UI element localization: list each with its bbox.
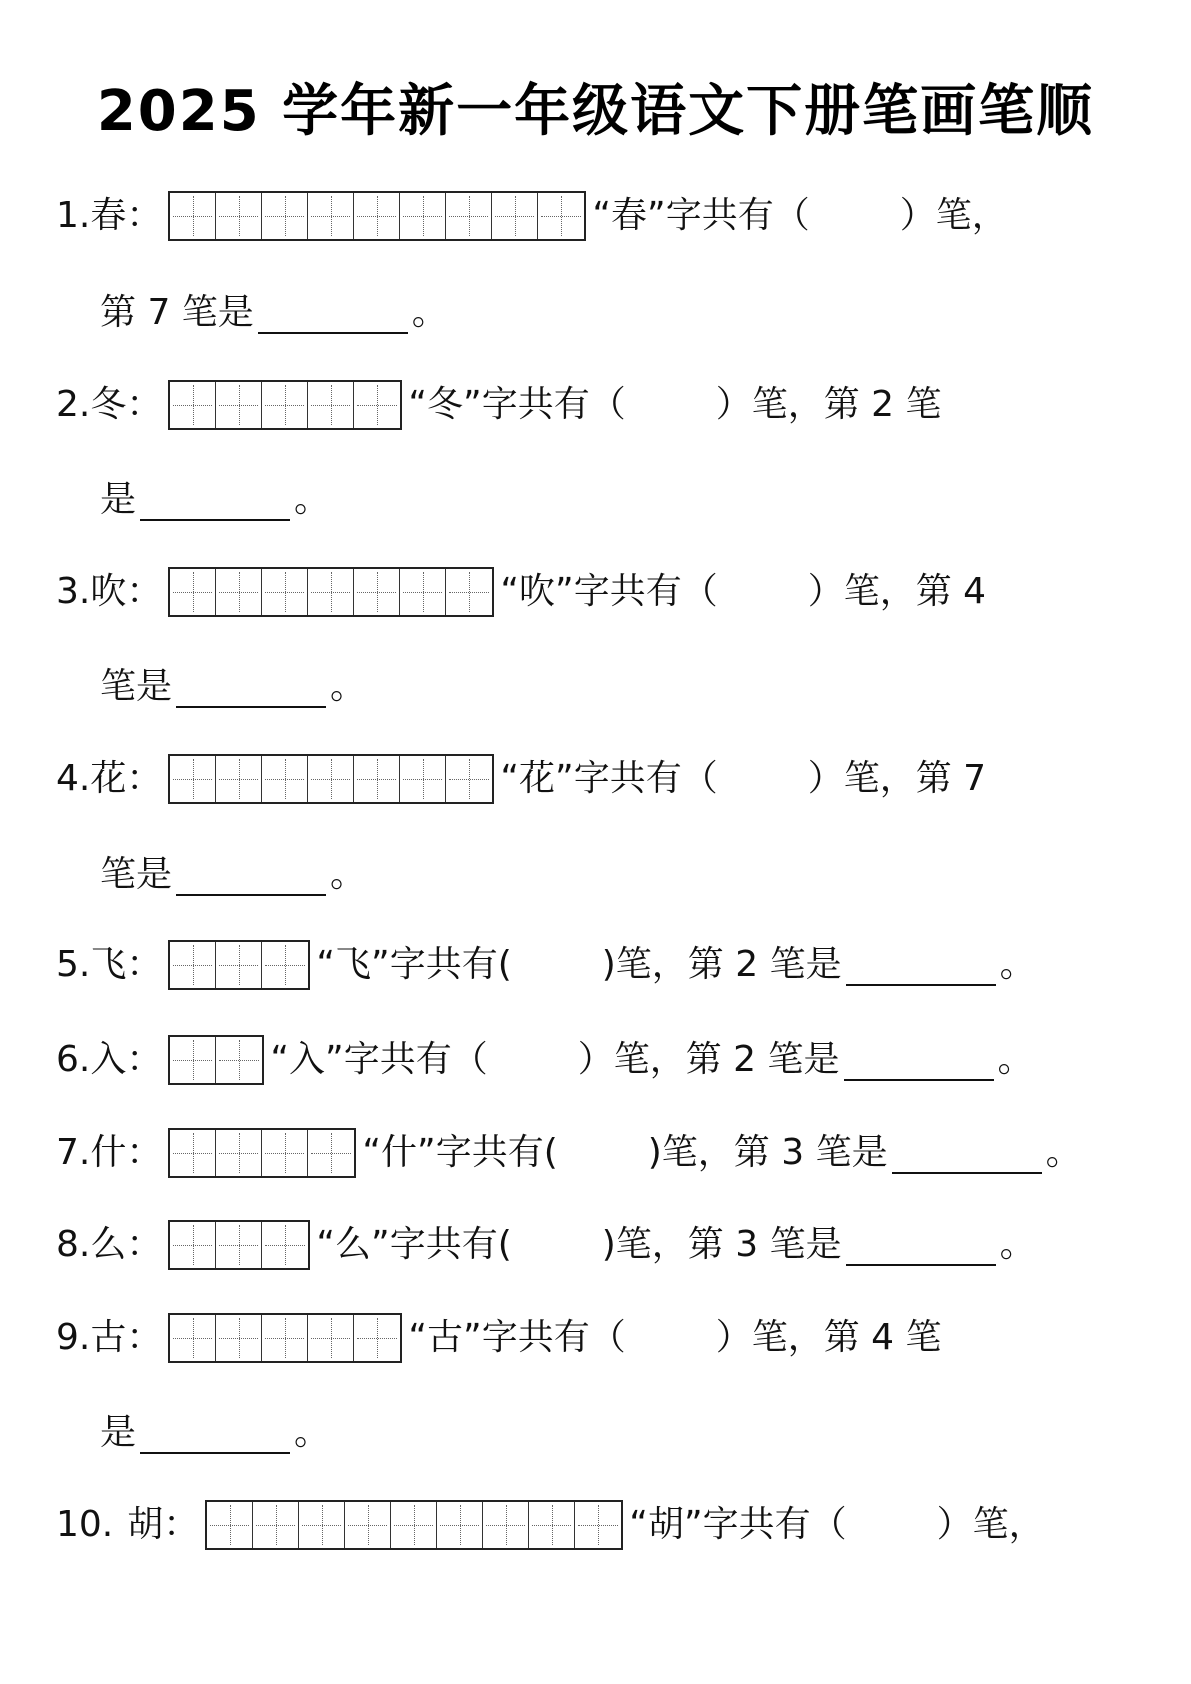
grid-cell[interactable] — [492, 193, 538, 239]
grid-cell[interactable] — [345, 1502, 391, 1548]
writing-grid[interactable] — [168, 1128, 356, 1178]
grid-cell[interactable] — [262, 569, 308, 615]
question-stem: “飞”字共有( — [316, 944, 512, 985]
question-number: 3. — [56, 571, 91, 612]
question-stem: “吹”字共有（ — [500, 571, 718, 612]
question-number: 7. — [56, 1132, 91, 1173]
grid-cell[interactable] — [216, 1130, 262, 1176]
question-number: 1. — [56, 195, 91, 236]
question-10 — [56, 1495, 1045, 1555]
question-stem-end: ）笔，第 2 笔 — [715, 384, 942, 425]
period: 。 — [330, 854, 367, 895]
question-5 — [56, 935, 1036, 995]
grid-cell[interactable] — [391, 1502, 437, 1548]
question-stem-end: ）笔，第 4 — [807, 571, 987, 612]
grid-cell[interactable] — [170, 756, 216, 802]
colon: ： — [126, 384, 163, 425]
question-stem-end: ）笔，第 7 — [807, 758, 987, 799]
grid-cell[interactable] — [308, 569, 354, 615]
grid-cell[interactable] — [308, 756, 354, 802]
question-stem-end: ）笔， — [899, 195, 1008, 236]
period: 。 — [999, 1224, 1036, 1265]
colon: ： — [163, 1504, 200, 1545]
question-stem-end: ）笔，第 2 笔是 — [577, 1039, 840, 1080]
question-char: 冬 — [90, 384, 127, 425]
colon: ： — [126, 1224, 163, 1265]
question-line2: 是 — [100, 1412, 137, 1453]
question-char: 什 — [90, 1132, 127, 1173]
grid-cell[interactable] — [262, 942, 308, 988]
grid-cell[interactable] — [262, 1315, 308, 1361]
question-stem-end: )笔，第 3 笔是 — [601, 1224, 842, 1265]
colon: ： — [126, 944, 163, 985]
question-7 — [56, 1123, 1082, 1183]
period: 。 — [294, 1412, 331, 1453]
writing-grid[interactable] — [168, 1220, 310, 1270]
grid-cell[interactable] — [354, 756, 400, 802]
grid-cell[interactable] — [262, 193, 308, 239]
question-4-line2 — [100, 845, 366, 905]
grid-cell[interactable] — [354, 1315, 400, 1361]
grid-cell[interactable] — [253, 1502, 299, 1548]
question-4 — [56, 749, 986, 809]
grid-cell[interactable] — [354, 569, 400, 615]
question-number: 2. — [56, 384, 91, 425]
stroke-answer-blank[interactable] — [846, 944, 996, 986]
stroke-answer-blank[interactable] — [140, 479, 290, 521]
grid-cell[interactable] — [446, 756, 492, 802]
grid-cell[interactable] — [575, 1502, 621, 1548]
stroke-answer-blank[interactable] — [846, 1224, 996, 1266]
question-2-line2 — [100, 470, 330, 530]
question-char: 春 — [90, 195, 127, 236]
question-line2: 第 7 笔是 — [100, 292, 254, 333]
question-3-line2 — [100, 657, 366, 717]
grid-cell[interactable] — [446, 569, 492, 615]
grid-cell[interactable] — [216, 756, 262, 802]
grid-cell[interactable] — [216, 1037, 262, 1083]
question-6 — [56, 1030, 1034, 1090]
question-2 — [56, 375, 942, 435]
question-stem: “春”字共有（ — [592, 195, 810, 236]
question-char: 入 — [90, 1039, 127, 1080]
stroke-answer-blank[interactable] — [844, 1039, 994, 1081]
grid-cell[interactable] — [262, 1222, 308, 1268]
question-number: 9. — [56, 1317, 91, 1358]
question-char: 胡 — [127, 1504, 164, 1545]
question-number: 4. — [56, 758, 91, 799]
colon: ： — [126, 571, 163, 612]
writing-grid[interactable] — [205, 1500, 623, 1550]
grid-cell[interactable] — [170, 1037, 216, 1083]
colon: ： — [126, 1039, 163, 1080]
writing-grid[interactable] — [168, 940, 310, 990]
colon: ： — [126, 195, 163, 236]
question-line2: 笔是 — [100, 666, 173, 707]
writing-grid[interactable] — [168, 1035, 264, 1085]
stroke-answer-blank[interactable] — [258, 292, 408, 334]
grid-cell[interactable] — [262, 382, 308, 428]
question-line2: 笔是 — [100, 854, 173, 895]
grid-cell[interactable] — [308, 193, 354, 239]
period: 。 — [411, 292, 448, 333]
stroke-answer-blank[interactable] — [892, 1132, 1042, 1174]
question-stem-end: ）笔， — [936, 1504, 1045, 1545]
grid-cell[interactable] — [207, 1502, 253, 1548]
period: 。 — [999, 944, 1036, 985]
grid-cell[interactable] — [170, 569, 216, 615]
question-stem-end: )笔，第 2 笔是 — [601, 944, 842, 985]
grid-cell[interactable] — [262, 756, 308, 802]
grid-cell[interactable] — [308, 1315, 354, 1361]
writing-grid[interactable] — [168, 191, 586, 241]
question-stem-end: )笔，第 3 笔是 — [647, 1132, 888, 1173]
grid-cell[interactable] — [299, 1502, 345, 1548]
grid-cell[interactable] — [354, 382, 400, 428]
question-stem: “什”字共有( — [362, 1132, 558, 1173]
grid-cell[interactable] — [170, 942, 216, 988]
grid-cell[interactable] — [483, 1502, 529, 1548]
period: 。 — [1045, 1132, 1082, 1173]
colon: ： — [126, 1132, 163, 1173]
writing-grid[interactable] — [168, 380, 402, 430]
question-number: 10. — [56, 1504, 114, 1545]
grid-cell[interactable] — [446, 193, 492, 239]
grid-cell[interactable] — [308, 1130, 354, 1176]
colon: ： — [126, 758, 163, 799]
period: 。 — [294, 479, 331, 520]
question-char: 么 — [90, 1224, 127, 1265]
question-line2: 是 — [100, 479, 137, 520]
grid-cell[interactable] — [170, 382, 216, 428]
grid-cell[interactable] — [308, 382, 354, 428]
writing-grid[interactable] — [168, 1313, 402, 1363]
grid-cell[interactable] — [262, 1130, 308, 1176]
question-stem: “花”字共有（ — [500, 758, 718, 799]
question-9-line2 — [100, 1403, 330, 1463]
grid-cell[interactable] — [437, 1502, 483, 1548]
question-number: 8. — [56, 1224, 91, 1265]
stroke-answer-blank[interactable] — [176, 666, 326, 708]
question-3 — [56, 562, 986, 622]
question-number: 5. — [56, 944, 91, 985]
question-8 — [56, 1215, 1036, 1275]
colon: ： — [126, 1317, 163, 1358]
grid-cell[interactable] — [170, 1130, 216, 1176]
question-char: 飞 — [90, 944, 127, 985]
grid-cell[interactable] — [170, 1222, 216, 1268]
grid-cell[interactable] — [538, 193, 584, 239]
grid-cell[interactable] — [216, 1222, 262, 1268]
question-char: 吹 — [90, 571, 127, 612]
grid-cell[interactable] — [216, 382, 262, 428]
grid-cell[interactable] — [354, 193, 400, 239]
grid-cell[interactable] — [216, 942, 262, 988]
stroke-answer-blank[interactable] — [176, 854, 326, 896]
period: 。 — [330, 666, 367, 707]
question-stem: “么”字共有( — [316, 1224, 512, 1265]
grid-cell[interactable] — [170, 193, 216, 239]
grid-cell[interactable] — [529, 1502, 575, 1548]
question-char: 花 — [90, 758, 127, 799]
question-stem: “古”字共有（ — [408, 1317, 626, 1358]
stroke-answer-blank[interactable] — [140, 1412, 290, 1454]
grid-cell[interactable] — [400, 193, 446, 239]
question-1-line2 — [100, 283, 448, 343]
grid-cell[interactable] — [170, 1315, 216, 1361]
question-stem: “胡”字共有（ — [629, 1504, 847, 1545]
question-1 — [56, 186, 1008, 246]
writing-grid[interactable] — [168, 754, 494, 804]
grid-cell[interactable] — [216, 1315, 262, 1361]
question-stem: “入”字共有（ — [270, 1039, 488, 1080]
grid-cell[interactable] — [216, 569, 262, 615]
question-9 — [56, 1308, 942, 1368]
page-title: 2025 学年新一年级语文下册笔画笔顺 — [96, 79, 1095, 144]
grid-cell[interactable] — [400, 756, 446, 802]
grid-cell[interactable] — [216, 193, 262, 239]
question-number: 6. — [56, 1039, 91, 1080]
writing-grid[interactable] — [168, 567, 494, 617]
question-char: 古 — [90, 1317, 127, 1358]
question-stem: “冬”字共有（ — [408, 384, 626, 425]
question-stem-end: ）笔，第 4 笔 — [715, 1317, 942, 1358]
period: 。 — [997, 1039, 1034, 1080]
grid-cell[interactable] — [400, 569, 446, 615]
